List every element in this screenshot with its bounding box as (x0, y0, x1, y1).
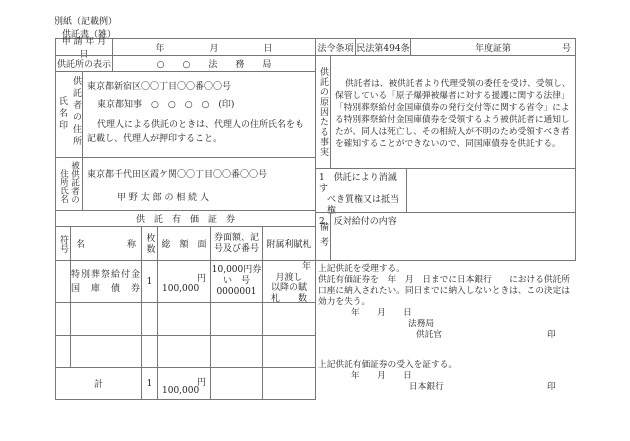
coupon-cell[interactable]: 年 月渡し 以降の賦 札 数 (262, 260, 316, 303)
remarks-label: 備考 (315, 212, 331, 261)
header-face: 券面額、記号及び番号 (210, 226, 263, 261)
empty-cell[interactable] (55, 302, 71, 336)
law-value[interactable]: 民法第494条 (355, 38, 411, 56)
receipt-block: 上記供託有価証券の受入を証する。 年 月 日 日本銀行 印 (318, 360, 556, 392)
date-label: 申 請 年 月 日 (55, 38, 113, 56)
empty-cell[interactable] (210, 302, 263, 336)
office-label: 供託所の表示 (55, 55, 113, 72)
sum-label: 計 (55, 367, 142, 400)
doc-subtitle: 供託書（雑） (62, 30, 117, 40)
empty-cell[interactable] (262, 335, 316, 368)
header-count: 枚数 (141, 226, 158, 261)
depositor-label: 氏名印 供託者の住所 (55, 71, 83, 158)
empty-cell (262, 367, 316, 400)
extinguish-field[interactable] (406, 168, 576, 213)
empty-cell[interactable] (70, 335, 142, 368)
remarks-field[interactable] (330, 212, 576, 261)
header-name: 名 称 (70, 226, 142, 261)
empty-cell[interactable] (262, 302, 316, 336)
empty-cell[interactable] (210, 335, 263, 368)
empty-cell[interactable] (141, 302, 158, 336)
empty-cell[interactable] (141, 335, 158, 368)
empty-cell (210, 367, 263, 400)
sum-count: 1 (141, 367, 158, 400)
securities-title: 供 託 有 価 証 券 (55, 210, 316, 227)
depositor-field[interactable]: 東京都新宿区〇〇丁目〇〇番〇〇号 東京都知事 ○ ○ ○ ○ (印) 代理人による供託のときは、代理人の住所氏名をも記載し、代理人が押印すること。 (82, 71, 316, 158)
seal-mark: 印 (547, 382, 556, 392)
divider (315, 260, 316, 400)
depositee-label: 住所氏名 被供託者の (55, 157, 83, 211)
extinguish-label: 1 供託により消滅す べき質権又は抵当権 2 反対給付の内容 (315, 168, 407, 213)
header-code: 符号 (55, 226, 71, 261)
total-cell[interactable]: 円 100,000 (157, 260, 211, 303)
count-cell[interactable]: 1 (141, 260, 158, 303)
face-cell[interactable]: 10,000円券 い 号 0000001 (210, 260, 263, 303)
empty-cell[interactable] (157, 302, 211, 336)
cause-text[interactable]: 供託者は、被供託者より代理受領の委任を受け、受領し、保管している「原子爆弾被爆者に対する援護に関する法律」「特別葬祭給付金国庫債券の発行交付等に関する省令」による特別葬祭給付金国庫債券を受領するよう被供託者に通知したが、同人は死亡し、その相続人が不明のため受領すべき者を確知することができないので、同国庫債券を供託する。 (330, 55, 576, 169)
header-total: 総 額 面 (157, 226, 211, 261)
code-cell[interactable] (55, 260, 71, 303)
cert-number: 年度証第 号 (410, 38, 576, 56)
acceptance-block: 上記供託を受理する。 供託有価証券を 年 月 日までに日本銀行 における供託所口座に納入されたい。同日までに納入しないときは、この決定は効力を失う。 年 月 日 法務局 供託官 印 (318, 264, 570, 340)
seal-mark: 印 (547, 330, 556, 340)
name-cell[interactable]: 特別葬祭給付金 国 庫 債 券 (70, 260, 142, 303)
sum-total: 円 100,000 (157, 367, 211, 400)
empty-cell[interactable] (157, 335, 211, 368)
date-value[interactable]: 年 月 日 (112, 38, 316, 56)
doc-title: 別紙（記載例） (54, 17, 118, 27)
empty-cell[interactable] (55, 335, 71, 368)
empty-cell[interactable] (70, 302, 142, 336)
header-coupon: 附属利賦札 (262, 226, 316, 261)
cause-label: 供託の原因たる事実 (315, 55, 331, 169)
depositee-field[interactable]: 東京都千代田区霞ケ関〇〇丁目〇〇番〇〇号 甲 野 太 郎 の 相 続 人 (82, 157, 316, 211)
law-label: 法令条項 (315, 38, 356, 56)
office-value[interactable]: ○ ○ 法 務 局 (112, 55, 316, 72)
